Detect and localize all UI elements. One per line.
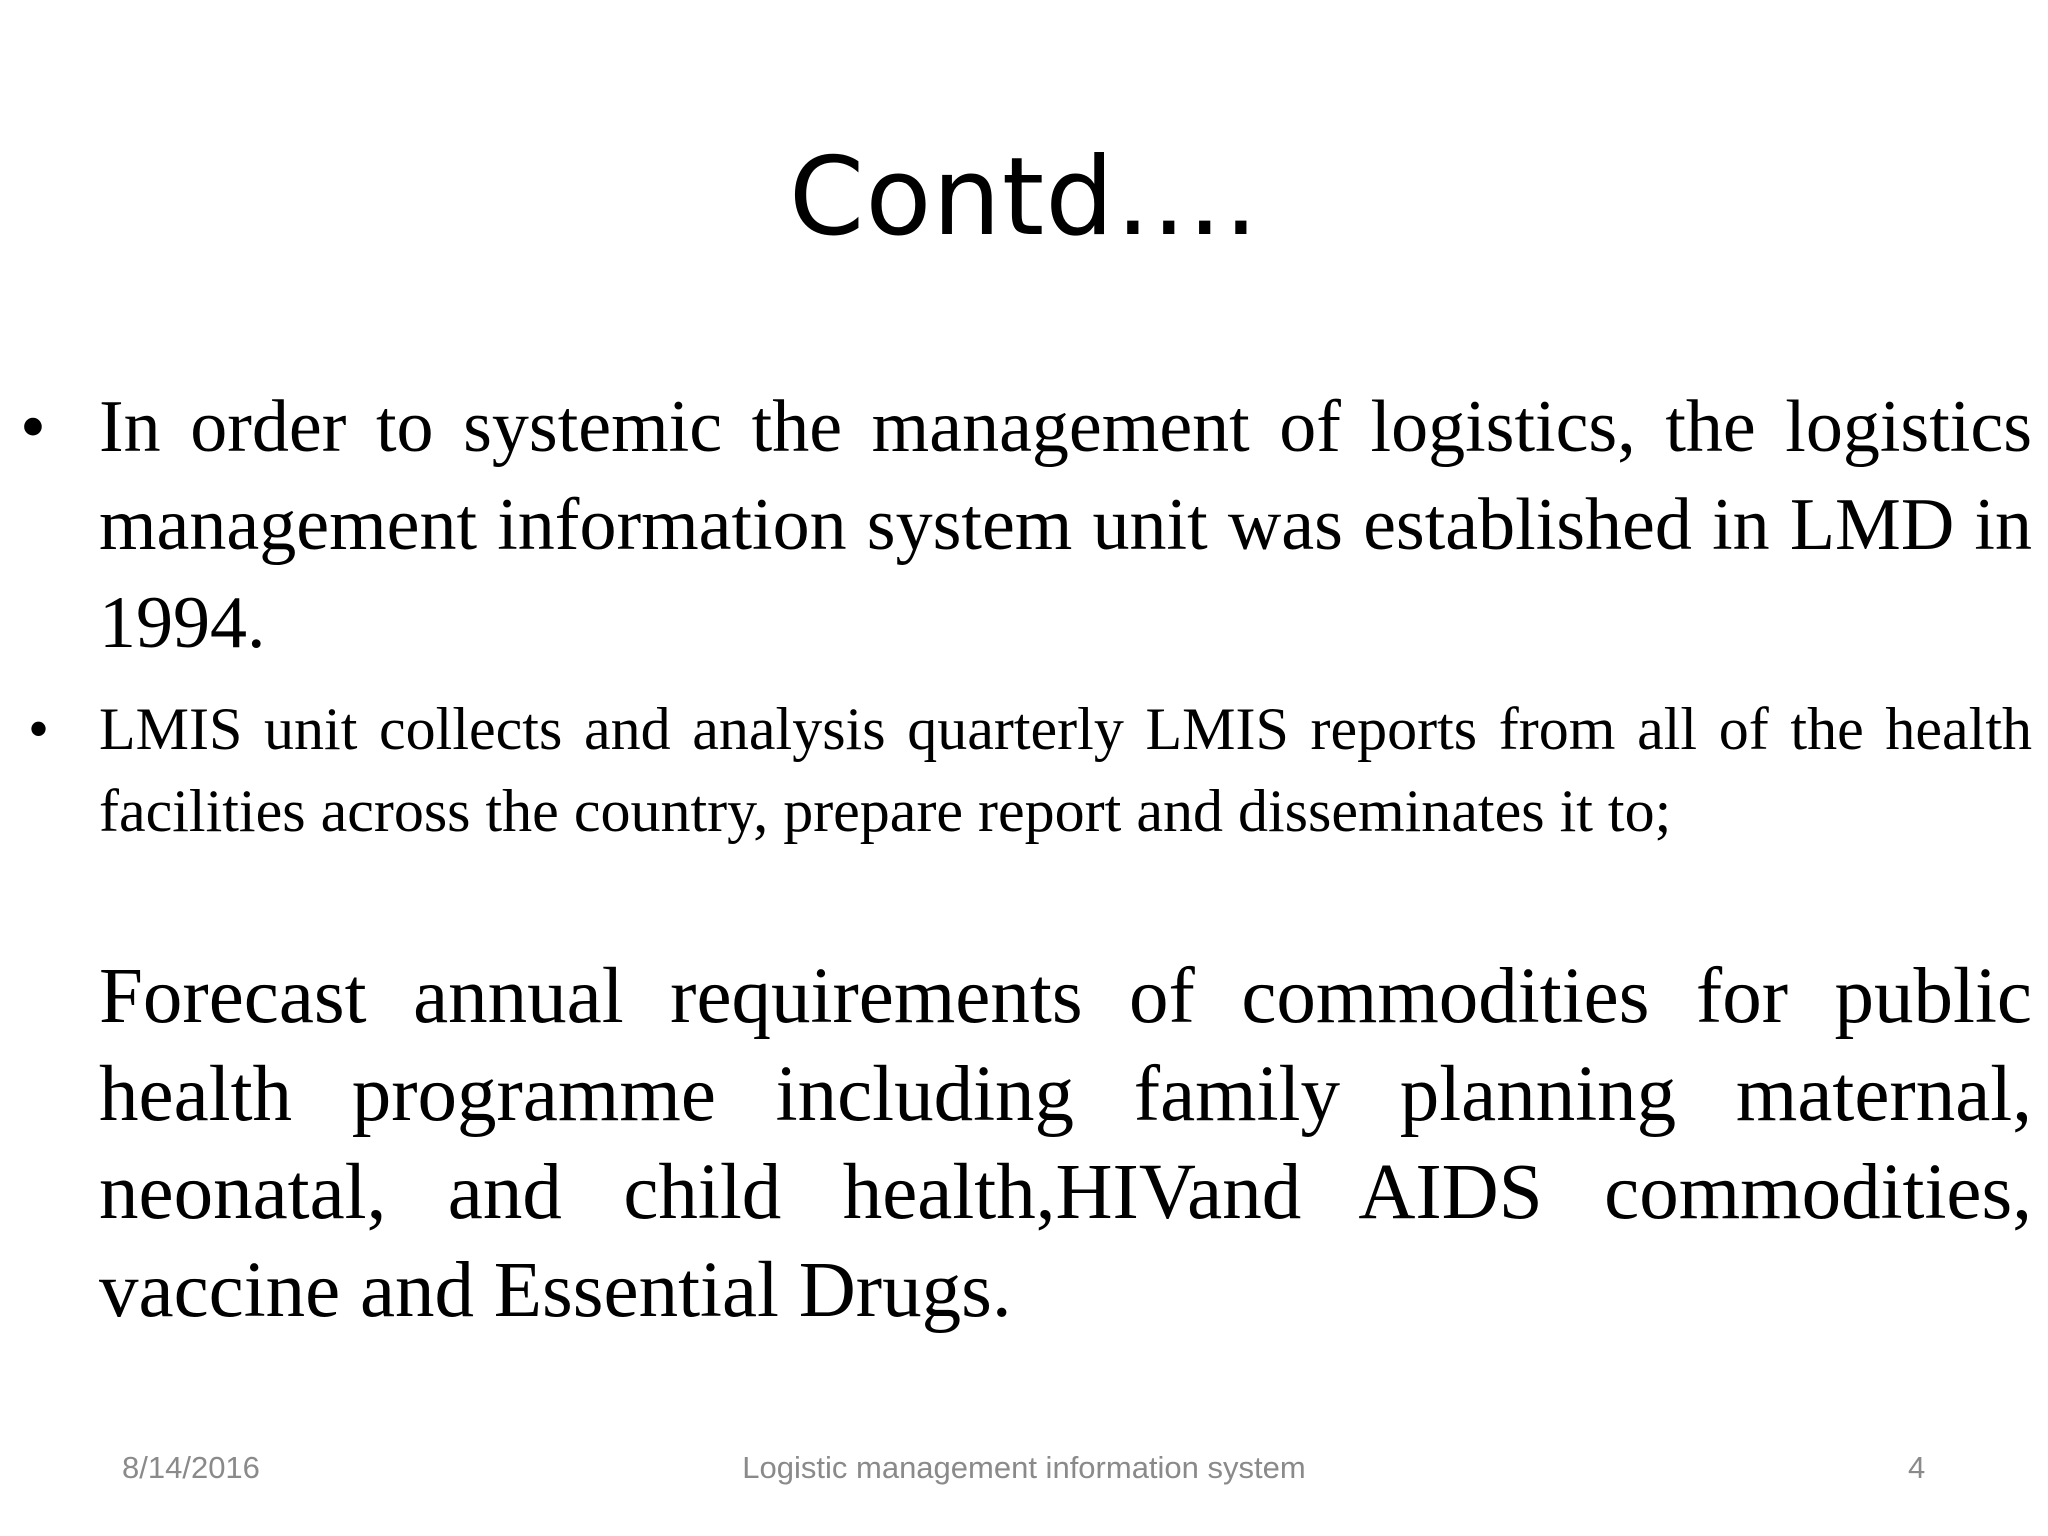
bullet-text-1: In order to systemic the management of logistics, the logistics management information system unit was established in LMD in 1994. [99, 386, 2032, 664]
bullet-text-2: LMIS unit collects and analysis quarterly LMIS reports from all of the health facilities across the country, prepare report and disseminates it to; [99, 696, 2032, 844]
footer-date: 8/14/2016 [122, 1450, 260, 1485]
bullet-icon: • [20, 386, 46, 468]
bullet-icon: • [28, 696, 50, 762]
forecast-paragraph: Forecast annual requirements of commodities for public health programme including family planning maternal, neonatal, and child health,HIVand AIDS commodities, vaccine and Essential Drugs. [99, 953, 2032, 1334]
footer-page-number: 4 [1908, 1450, 1926, 1485]
footer-title: Logistic management information system [742, 1450, 1306, 1485]
slide-title: Contd…. [788, 135, 1260, 260]
